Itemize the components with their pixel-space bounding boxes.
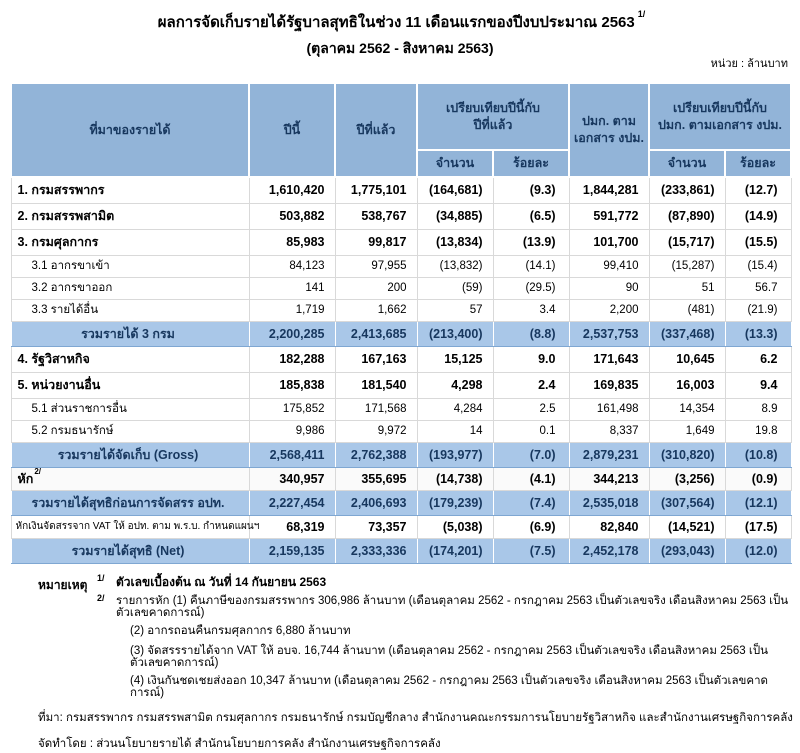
cell-value: (7.5)	[493, 538, 569, 563]
footnote-line: 1/ ตัวเลขเบื้องต้น ณ วันที่ 14 กันยายน 2563	[38, 576, 800, 590]
cell-value: 82,840	[569, 515, 649, 538]
cell-value: (7.0)	[493, 442, 569, 467]
cell-value: 200	[335, 277, 417, 299]
source-line: ที่มา: กรมสรรพากร กรมสรรพสามิต กรมศุลกากร กรมธนารักษ์ กรมบัญชีกลาง สำนักงานคณะกรรมการนโยบายรัฐวิสาหกิจ และสำนักงานเศรษฐกิจการคลัง	[38, 709, 800, 727]
table-row	[11, 321, 791, 346]
table-row	[11, 299, 791, 321]
cell-value: (8.8)	[493, 321, 569, 346]
cell-value: 85,983	[249, 229, 335, 255]
cell-value: 503,882	[249, 203, 335, 229]
cell-value: 9,986	[249, 420, 335, 442]
cell-value: 9.0	[493, 346, 569, 372]
header-compare-last-line2: ปีที่แล้ว	[419, 117, 567, 134]
row-label: 4. รัฐวิสาหกิจ	[11, 346, 249, 372]
row-label: 3.2 อากรขาออก	[11, 277, 249, 299]
cell-value: 1,610,420	[249, 177, 335, 203]
cell-value: (293,043)	[649, 538, 725, 563]
cell-value: 3.4	[493, 299, 569, 321]
cell-value: 2,568,411	[249, 442, 335, 467]
cell-value: 9,972	[335, 420, 417, 442]
subheader-amount-1: จำนวน	[417, 150, 493, 177]
cell-value: (29.5)	[493, 277, 569, 299]
cell-value: (59)	[417, 277, 493, 299]
cell-value: 10,645	[649, 346, 725, 372]
cell-value: (9.3)	[493, 177, 569, 203]
cell-value: 2,200	[569, 299, 649, 321]
header-compare-budget-line2: ปมก. ตามเอกสาร งปม.	[651, 117, 789, 134]
row-label: รวมรายได้สุทธิ (Net)	[11, 538, 249, 563]
row-label: 1. กรมสรรพากร	[11, 177, 249, 203]
cell-value: 19.8	[725, 420, 791, 442]
subheader-percent-2: ร้อยละ	[725, 150, 791, 177]
cell-value: (481)	[649, 299, 725, 321]
row-label: รวมรายได้ 3 กรม	[11, 321, 249, 346]
cell-value: 15,125	[417, 346, 493, 372]
cell-value: 2,413,685	[335, 321, 417, 346]
cell-value: 8,337	[569, 420, 649, 442]
title-footnote-marker: 1/	[638, 9, 646, 19]
table-row	[11, 203, 791, 229]
table-row	[11, 229, 791, 255]
table-row	[11, 177, 791, 203]
header-compare-last-year	[417, 83, 569, 150]
row-label: 5.1 ส่วนราชการอื่น	[11, 398, 249, 420]
cell-value: (193,977)	[417, 442, 493, 467]
cell-value: (174,201)	[417, 538, 493, 563]
cell-value: (14.9)	[725, 203, 791, 229]
header-source: ที่มาของรายได้	[11, 83, 249, 177]
cell-value: 2,762,388	[335, 442, 417, 467]
row-label: 3.3 รายได้อื่น	[11, 299, 249, 321]
cell-value: (337,468)	[649, 321, 725, 346]
footnote-line: (4) เงินกันชดเชยส่งออก 10,347 ล้านบาท (เดือนตุลาคม 2562 - กรกฎาคม 2563 เป็นตัวเลขจริง เดือนสิงหาคม 2563 เป็นตัวเลขคาดการณ์)	[38, 676, 800, 699]
cell-value: 1,662	[335, 299, 417, 321]
row-label: หัก$^{2/}$	[11, 467, 249, 490]
unit-label: หน่วย : ล้านบาท	[711, 54, 788, 72]
cell-value: 538,767	[335, 203, 417, 229]
cell-value: 1,844,281	[569, 177, 649, 203]
table-row	[11, 515, 791, 538]
cell-value: 14,354	[649, 398, 725, 420]
cell-value: 8.9	[725, 398, 791, 420]
table-row	[11, 277, 791, 299]
row-label: รวมรายได้จัดเก็บ (Gross)	[11, 442, 249, 467]
cell-value: 2,200,285	[249, 321, 335, 346]
cell-value: 169,835	[569, 372, 649, 398]
header-budget-estimate	[569, 83, 649, 177]
row-label: 3. กรมศุลกากร	[11, 229, 249, 255]
cell-value: (310,820)	[649, 442, 725, 467]
cell-value: 2,227,454	[249, 490, 335, 515]
cell-value: (21.9)	[725, 299, 791, 321]
cell-value: 2,159,135	[249, 538, 335, 563]
table-body	[11, 177, 791, 563]
cell-value: 101,700	[569, 229, 649, 255]
page-title-text: ผลการจัดเก็บรายได้รัฐบาลสุทธิในช่วง 11 เดือนแรกของปีงบประมาณ 2563	[158, 14, 635, 31]
row-label: 5. หน่วยงานอื่น	[11, 372, 249, 398]
table-row	[11, 490, 791, 515]
cell-value: (4.1)	[493, 467, 569, 490]
cell-value: 97,955	[335, 255, 417, 277]
cell-value: 90	[569, 277, 649, 299]
cell-value: 355,695	[335, 467, 417, 490]
cell-value: (3,256)	[649, 467, 725, 490]
cell-value: 2,879,231	[569, 442, 649, 467]
cell-value: 1,775,101	[335, 177, 417, 203]
cell-value: 99,817	[335, 229, 417, 255]
subheader-percent-1: ร้อยละ	[493, 150, 569, 177]
cell-value: 84,123	[249, 255, 335, 277]
cell-value: (7.4)	[493, 490, 569, 515]
header-budget-line2: เอกสาร งปม.	[571, 130, 647, 147]
cell-value: (15.4)	[725, 255, 791, 277]
table-row	[11, 398, 791, 420]
table-row	[11, 420, 791, 442]
cell-value: 2,333,336	[335, 538, 417, 563]
cell-value: (34,885)	[417, 203, 493, 229]
footnote-line: (3) จัดสรรรายได้จาก VAT ให้ อบจ. 16,744 ล้านบาท (เดือนตุลาคม 2562 - กรกฎาคม 2563 เป็นตัวเลขจริง เดือนสิงหาคม 2563 เป็นตัวเลขคาดการณ์)	[38, 646, 800, 669]
title-block	[0, 0, 800, 60]
cell-value: 51	[649, 277, 725, 299]
table-row	[11, 255, 791, 277]
cell-value: 591,772	[569, 203, 649, 229]
cell-value: 1,649	[649, 420, 725, 442]
cell-value: (15,717)	[649, 229, 725, 255]
row-label: รวมรายได้สุทธิก่อนการจัดสรร อปท.	[11, 490, 249, 515]
cell-value: 167,163	[335, 346, 417, 372]
cell-value: 4,284	[417, 398, 493, 420]
cell-value: (13,834)	[417, 229, 493, 255]
cell-value: (87,890)	[649, 203, 725, 229]
header-last-year: ปีที่แล้ว	[335, 83, 417, 177]
cell-value: (12.7)	[725, 177, 791, 203]
header-compare-budget	[649, 83, 791, 150]
cell-value: 344,213	[569, 467, 649, 490]
cell-value: 2,535,018	[569, 490, 649, 515]
cell-value: (179,239)	[417, 490, 493, 515]
cell-value: (0.9)	[725, 467, 791, 490]
footnotes	[0, 576, 800, 753]
cell-value: (12.1)	[725, 490, 791, 515]
cell-value: (164,681)	[417, 177, 493, 203]
table-row	[11, 346, 791, 372]
cell-value: 141	[249, 277, 335, 299]
cell-value: 2.5	[493, 398, 569, 420]
cell-value: 14	[417, 420, 493, 442]
cell-value: 6.2	[725, 346, 791, 372]
cell-value: 181,540	[335, 372, 417, 398]
cell-value: (17.5)	[725, 515, 791, 538]
cell-value: 68,319	[249, 515, 335, 538]
cell-value: 9.4	[725, 372, 791, 398]
cell-value: 57	[417, 299, 493, 321]
cell-value: 171,568	[335, 398, 417, 420]
cell-value: 99,410	[569, 255, 649, 277]
row-label: 5.2 กรมธนารักษ์	[11, 420, 249, 442]
cell-value: (13.3)	[725, 321, 791, 346]
header-this-year: ปีนี้	[249, 83, 335, 177]
cell-value: 16,003	[649, 372, 725, 398]
subheader-amount-2: จำนวน	[649, 150, 725, 177]
footnote-line: (2) อากรถอนคืนกรมศุลกากร 6,880 ล้านบาท	[38, 626, 800, 639]
prepared-by-line: จัดทำโดย : ส่วนนโยบายรายได้ สำนักนโยบายการคลัง สำนักงานเศรษฐกิจการคลัง	[38, 735, 800, 753]
cell-value: (10.8)	[725, 442, 791, 467]
cell-value: (13.9)	[493, 229, 569, 255]
cell-value: 2,537,753	[569, 321, 649, 346]
cell-value: (233,861)	[649, 177, 725, 203]
notes-list	[38, 576, 800, 700]
cell-value: 56.7	[725, 277, 791, 299]
cell-value: (14,738)	[417, 467, 493, 490]
cell-value: 340,957	[249, 467, 335, 490]
page-title	[158, 10, 643, 34]
cell-value: 2,406,693	[335, 490, 417, 515]
cell-value: 175,852	[249, 398, 335, 420]
row-label: 3.1 อากรขาเข้า	[11, 255, 249, 277]
cell-value: 185,838	[249, 372, 335, 398]
cell-value: (15,287)	[649, 255, 725, 277]
cell-value: (15.5)	[725, 229, 791, 255]
cell-value: 73,357	[335, 515, 417, 538]
row-label: หักเงินจัดสรรจาก VAT ให้ อปท. ตาม พ.ร.บ. กำหนดแผนฯ	[11, 515, 249, 538]
cell-value: (6.5)	[493, 203, 569, 229]
row-label: 2. กรมสรรพสามิต	[11, 203, 249, 229]
cell-value: 4,298	[417, 372, 493, 398]
cell-value: 1,719	[249, 299, 335, 321]
cell-value: (12.0)	[725, 538, 791, 563]
cell-value: (213,400)	[417, 321, 493, 346]
revenue-table	[10, 82, 792, 564]
cell-value: 182,288	[249, 346, 335, 372]
header-compare-budget-line1: เปรียบเทียบปีนี้กับ	[651, 100, 789, 117]
cell-value: 2.4	[493, 372, 569, 398]
table-row	[11, 538, 791, 563]
cell-value: 0.1	[493, 420, 569, 442]
cell-value: 161,498	[569, 398, 649, 420]
table-header	[11, 83, 791, 177]
cell-value: 171,643	[569, 346, 649, 372]
cell-value: (307,564)	[649, 490, 725, 515]
cell-value: (13,832)	[417, 255, 493, 277]
table-row	[11, 372, 791, 398]
cell-value: (14,521)	[649, 515, 725, 538]
cell-value: 2,452,178	[569, 538, 649, 563]
notes-heading: หมายเหตุ	[38, 576, 87, 595]
page-subtitle: (ตุลาคม 2562 - สิงหาคม 2563)	[0, 38, 800, 60]
footnote-line: 2/ รายการหัก (1) คืนภาษีของกรมสรรพากร 306,986 ล้านบาท (เดือนตุลาคม 2562 - กรกฎาคม 2563 เป็นตัวเลขจริง เดือนสิงหาคม 2563 เป็นตัวเลขคาดการณ์)	[38, 596, 800, 619]
cell-value: (6.9)	[493, 515, 569, 538]
cell-value: (14.1)	[493, 255, 569, 277]
header-compare-last-line1: เปรียบเทียบปีนี้กับ	[419, 100, 567, 117]
table-row	[11, 467, 791, 490]
table-row	[11, 442, 791, 467]
cell-value: (5,038)	[417, 515, 493, 538]
header-budget-line1: ปมก. ตาม	[571, 113, 647, 130]
